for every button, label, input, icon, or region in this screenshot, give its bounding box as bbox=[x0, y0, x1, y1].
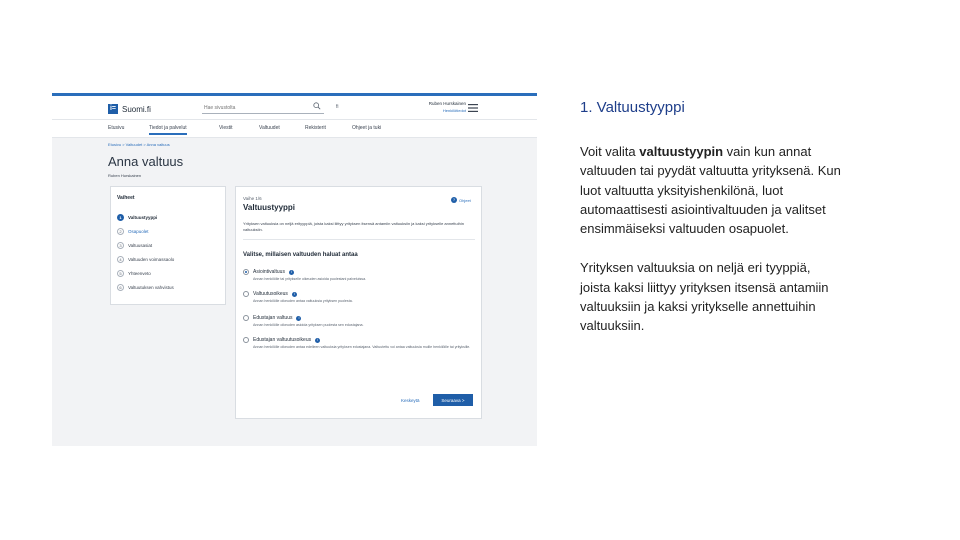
paragraph-1 bbox=[580, 142, 842, 238]
step-label: Valtuuden voimassaolo bbox=[128, 257, 175, 262]
explanation-panel bbox=[580, 99, 842, 356]
step-item-3 bbox=[117, 242, 152, 249]
option-asiointivaltuus[interactable] bbox=[243, 269, 475, 282]
option-label: Valtuutusoikeus bbox=[253, 291, 288, 297]
steps-heading: Vaiheet bbox=[117, 195, 135, 201]
section-title: 1. Valtuustyyppi bbox=[580, 99, 685, 116]
step-number: 2 bbox=[117, 228, 124, 235]
step-number: 1 bbox=[117, 214, 124, 221]
option-label: Edustajan valtuus bbox=[253, 315, 293, 321]
user-info bbox=[428, 101, 466, 113]
step-label: Osapuolet bbox=[128, 229, 149, 234]
info-icon[interactable]: i bbox=[296, 316, 301, 321]
option-valtuutusoikeus[interactable] bbox=[243, 291, 475, 304]
search-input[interactable] bbox=[202, 102, 324, 114]
card-step-label: Vaihe 1/6 bbox=[243, 196, 262, 201]
logo-mark: i= bbox=[109, 105, 117, 112]
user-name: Ruben Hurskainen bbox=[428, 101, 466, 106]
radio-selected[interactable] bbox=[243, 269, 249, 275]
nav-item-mandates[interactable]: Valtuudet bbox=[259, 125, 280, 131]
card-description: Yrityksen valtuuksia on neljä erityyppiä, joista kaksi liittyy yrityksen itsensä antamiin valtuuksiin ja kaksi yritykselle annettuihin valtuuksiin. bbox=[243, 221, 464, 232]
nav-item-registers[interactable]: Rekisterit bbox=[305, 125, 326, 131]
page-title: Anna valtuus bbox=[108, 154, 184, 169]
help-icon: ? bbox=[452, 197, 456, 202]
question-title: Valitse, millaisen valtuuden haluat antaa bbox=[243, 252, 358, 258]
help-label: Ohjeet bbox=[459, 197, 471, 203]
step-item-4 bbox=[117, 256, 174, 263]
radio-button[interactable] bbox=[243, 337, 249, 343]
steps-panel bbox=[110, 186, 226, 305]
nav-item-info-services[interactable]: Tiedot ja palvelut bbox=[149, 125, 187, 135]
suomifi-logo[interactable] bbox=[108, 104, 151, 114]
help-link[interactable] bbox=[451, 197, 471, 203]
option-label: Asiointivaltuus bbox=[253, 269, 285, 275]
option-description: Annan henkilölle oikeuden asioida yrityksen puolesta sen edustajana. bbox=[253, 323, 364, 327]
hamburger-menu-icon[interactable] bbox=[468, 104, 478, 112]
option-description: Annan henkilölle oikeuden antaa edelleen valtuuksia yrityksen edustajana. Valtuutettu voi antaa valtuuksia muille henkilöille tai yrityksille. bbox=[253, 345, 471, 349]
option-edustajan-valtuus[interactable] bbox=[243, 315, 475, 328]
cancel-button[interactable]: Keskeytä bbox=[401, 398, 420, 403]
para1-end: vain kun annat valtuuden tai pyydät valtuutta yrityksenä. Kun luot valtuutta yksityishenkilönä, luot automaattisesti asiointivaltuuden ja valitset ensimmäiseksi valtuuden osapuolet. bbox=[580, 144, 841, 237]
search-icon[interactable] bbox=[313, 102, 321, 110]
step-item-5 bbox=[117, 270, 151, 277]
step-label: Yhteenveto bbox=[128, 271, 151, 276]
step-number: 5 bbox=[117, 270, 124, 277]
para1-start: Voit valita bbox=[580, 144, 640, 159]
breadcrumb[interactable]: Etusivu > Valtuudet > Anna valtuus bbox=[108, 142, 170, 147]
radio-button[interactable] bbox=[243, 315, 249, 321]
paragraph-2: Yrityksen valtuuksia on neljä eri tyyppiä, joista kaksi liittyy yrityksen itsensä antamiin valtuuksiin ja kaksi yritykselle annettuihin valtuuksiin. bbox=[580, 260, 829, 334]
option-description: Annan henkilölle tai yritykselle oikeuden asioida puolestani palveluissa. bbox=[253, 277, 367, 281]
step-label: Valtuustyyppi bbox=[128, 215, 158, 220]
info-icon[interactable]: i bbox=[292, 292, 297, 297]
embedded-screenshot bbox=[52, 93, 537, 446]
step-item-6 bbox=[117, 284, 174, 291]
main-navigation bbox=[52, 120, 537, 138]
info-icon[interactable]: i bbox=[315, 338, 320, 343]
divider bbox=[243, 239, 475, 240]
card-title: Valtuustyyppi bbox=[243, 203, 296, 212]
next-button[interactable]: Seuraava > bbox=[433, 394, 473, 406]
nav-item-home[interactable]: Etusivu bbox=[108, 125, 125, 131]
logo-text: Suomi.fi bbox=[122, 104, 151, 114]
user-details-link[interactable]: Henkilötiedot bbox=[442, 108, 466, 113]
step-label: Valtuusasiat bbox=[128, 243, 153, 248]
step-number: 3 bbox=[117, 242, 124, 249]
option-description: Annan henkilölle oikeuden antaa valtuuksia yrityksen puolesta. bbox=[253, 299, 353, 303]
step-number: 4 bbox=[117, 256, 124, 263]
radio-button[interactable] bbox=[243, 291, 249, 297]
top-bar bbox=[52, 93, 537, 120]
page-subtitle: Ruben Hurskainen bbox=[108, 173, 142, 178]
language-selector[interactable]: fi bbox=[336, 104, 339, 110]
step-item-1 bbox=[117, 214, 157, 221]
mandate-type-card bbox=[235, 186, 482, 419]
step-number: 6 bbox=[117, 284, 124, 291]
step-item-2[interactable] bbox=[117, 228, 149, 235]
step-label: Valtuutuksen vahvistus bbox=[128, 285, 174, 290]
nav-item-messages[interactable]: Viestit bbox=[219, 125, 233, 131]
option-edustajan-valtuutusoikeus[interactable] bbox=[243, 337, 475, 350]
para1-bold: valtuustyypin bbox=[639, 144, 724, 159]
info-icon[interactable]: i bbox=[289, 270, 294, 275]
option-label: Edustajan valtuutusoikeus bbox=[253, 337, 312, 343]
nav-item-help[interactable]: Ohjeet ja tuki bbox=[352, 125, 382, 131]
